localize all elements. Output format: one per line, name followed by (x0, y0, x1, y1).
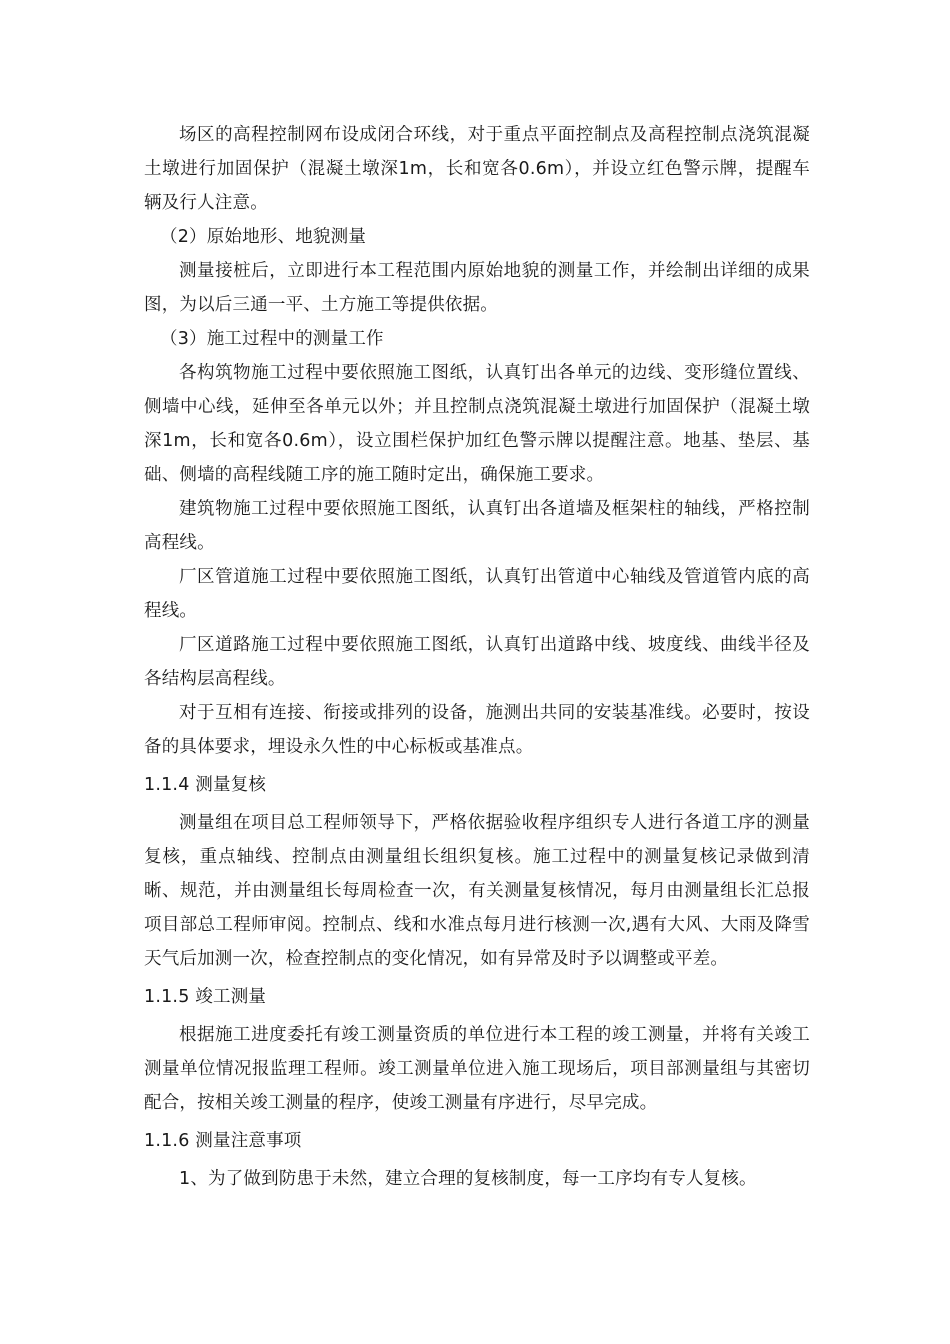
paragraph-completion-survey: 根据施工进度委托有竣工测量资质的单位进行本工程的竣工测量，并将有关竣工测量单位情况报监理工程师。竣工测量单位进入施工现场后，项目部测量组与其密切配合，按相关竣工测量的程序，使竣工测量有序进行，尽早完成。 (144, 1025, 810, 1113)
section-heading-survey-notes: 1.1.6 测量注意事项 (144, 1131, 302, 1151)
paragraph-structures: 各构筑物施工过程中要依照施工图纸，认真钉出各单元的边线、变形缝位置线、侧墙中心线，延伸至各单元以外；并且控制点浇筑混凝土墩进行加固保护（混凝土墩深1m，长和宽各0.6m），设立围栏保护加红色警示牌以提醒注意。地基、垫层、基础、侧墙的高程线随工序的施工随时定出，确保施工要求。 (144, 363, 810, 485)
paragraph-roads: 厂区道路施工过程中要依照施工图纸，认真钉出道路中线、坡度线、曲线半径及各结构层高程线。 (144, 635, 810, 689)
paragraph-pipelines: 厂区管道施工过程中要依照施工图纸，认真钉出管道中心轴线及管道管内底的高程线。 (144, 567, 810, 621)
list-item-survey-note-1: 1、为了做到防患于未然，建立合理的复核制度，每一工序均有专人复核。 (179, 1169, 757, 1189)
subheading-original-terrain: （2）原始地形、地貌测量 (160, 227, 367, 247)
paragraph-survey-review: 测量组在项目总工程师领导下，严格依据验收程序组织专人进行各道工序的测量复核，重点轴线、控制点由测量组长组织复核。施工过程中的测量复核记录做到清晰、规范，并由测量组长每周检查一次，有关测量复核情况，每月由测量组长汇总报项目部总工程师审阅。控制点、线和水准点每月进行核测一次,遇有大风、大雨及降雪天气后加测一次，检查控制点的变化情况，如有异常及时予以调整或平差。 (144, 813, 810, 969)
subheading-construction-survey: （3）施工过程中的测量工作 (160, 329, 384, 349)
paragraph-terrain-survey: 测量接桩后，立即进行本工程范围内原始地貌的测量工作，并绘制出详细的成果图，为以后三通一平、土方施工等提供依据。 (144, 261, 810, 315)
document-page (144, 118, 810, 1196)
section-heading-completion-survey: 1.1.5 竣工测量 (144, 987, 267, 1007)
paragraph-buildings: 建筑物施工过程中要依照施工图纸，认真钉出各道墙及框架柱的轴线，严格控制高程线。 (144, 499, 810, 553)
section-heading-survey-review: 1.1.4 测量复核 (144, 775, 267, 795)
paragraph-equipment: 对于互相有连接、衔接或排列的设备，施测出共同的安装基准线。必要时，按设备的具体要求，埋设永久性的中心标板或基准点。 (144, 703, 810, 757)
paragraph-elevation-control: 场区的高程控制网布设成闭合环线，对于重点平面控制点及高程控制点浇筑混凝土墩进行加固保护（混凝土墩深1m，长和宽各0.6m），并设立红色警示牌，提醒车辆及行人注意。 (144, 125, 810, 213)
